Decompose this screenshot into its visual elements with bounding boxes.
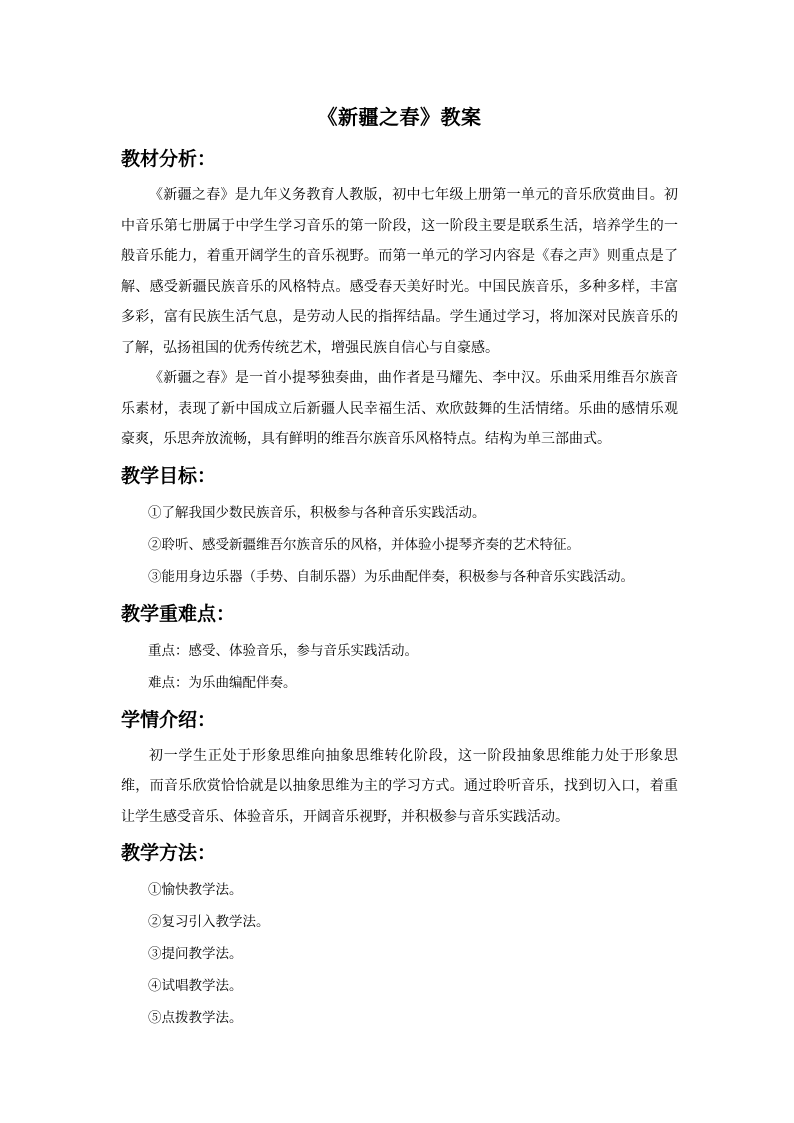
section-student-situation [121,707,678,833]
paragraph: 初一学生正处于形象思维向抽象思维转化阶段，这一阶段抽象思维能力处于形象思维，而音乐欣赏恰恰就是以抽象思维为主的学习方式。通过聆听音乐，找到切入口，着重让学生感受音乐、体验音乐，开阔音乐视野，并积极参与音乐实践活动。 [121,747,678,825]
section-teaching-methods [121,840,678,1034]
list-item: ③能用身边乐器（手势、自制乐器）为乐曲配伴奏，积极参与各种音乐实践活动。 [148,568,634,585]
list-item: ①愉快教学法。 [148,882,243,898]
section-heading: 学情介绍： [121,708,217,731]
section-heading: 教学目标： [121,464,217,487]
list-item: ④试唱教学法。 [148,978,243,994]
list-item: 重点：感受、体验音乐，参与音乐实践活动。 [148,642,418,659]
paragraph: 《新疆之春》是九年义务教育人教版，初中七年级上册第一单元的音乐欣赏曲目。初中音乐第七册属于中学生学习音乐的第一阶段，这一阶段主要是联系生活，培养学生的一般音乐能力，着重开阔学生的音乐视野。而第一单元的学习内容是《春之声》则重点是了解、感受新疆民族音乐的风格特点。感受春天美好时光。中国民族音乐，多种多样，丰富多彩，富有民族生活气息，是劳动人民的指挥结晶。学生通过学习，将加深对民族音乐的了解，弘扬祖国的优秀传统艺术，增强民族自信心与自豪感。 [121,187,678,356]
section-key-points [121,601,678,699]
list-item: 难点：为乐曲编配伴奏。 [148,674,297,691]
list-item: ②复习引入教学法。 [148,914,270,930]
list-item: ③提问教学法。 [148,946,243,962]
section-teaching-goals [121,463,678,593]
section-heading: 教学重难点： [121,602,236,625]
section-textbook-analysis [121,146,678,455]
list-item: ①了解我国少数民族音乐，积极参与各种音乐实践活动。 [148,504,486,521]
section-heading: 教学方法： [121,842,217,864]
list-item: ⑤点拨教学法。 [148,1010,243,1026]
list-item: ②聆听、感受新疆维吾尔族音乐的风格，并体验小提琴齐奏的艺术特征。 [148,536,580,553]
section-heading: 教材分析： [121,148,217,170]
paragraph: 《新疆之春》是一首小提琴独奏曲，曲作者是马耀先、李中汉。乐曲采用维吾尔族音乐素材，表现了新中国成立后新疆人民幸福生活、欢欣鼓舞的生活情绪。乐曲的感情乐观豪爽，乐思奔放流畅，具有鲜明的维吾尔族音乐风格特点。结构为单三部曲式。 [121,370,678,447]
document-title: 《新疆之春》教案 [317,105,482,129]
